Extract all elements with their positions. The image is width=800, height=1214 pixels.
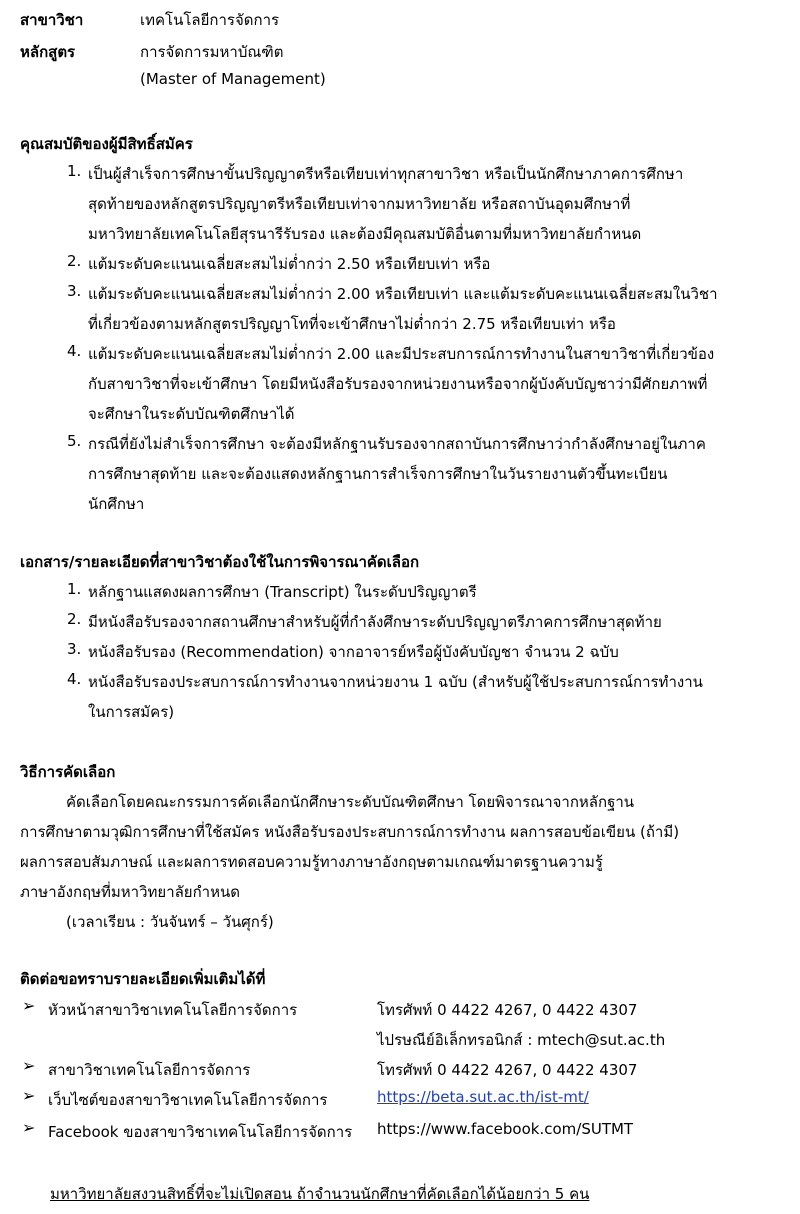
contact-website-label: เว็บไซต์ของสาขาวิชาเทคโนโลยีการจัดการ	[48, 1091, 328, 1109]
documents-heading: เอกสาร/รายละเอียดที่สาขาวิชาต้องใช้ในการพิจารณาคัดเลือก	[20, 553, 420, 571]
list-item-line: หนังสือรับรอง (Recommendation) จากอาจารย์หรือผู้บังคับบัญชา จำนวน 2 ฉบับ	[88, 643, 619, 661]
list-item-line: มหาวิทยาลัยเทคโนโลยีสุรนารีรับรอง และต้องมีคุณสมบัติอื่นตามที่มหาวิทยาลัยกำหนด	[88, 225, 642, 243]
list-item-number: 3.	[67, 282, 82, 300]
program-english-name: (Master of Management)	[140, 70, 326, 88]
arrow-bullet-icon: ➢	[22, 1086, 36, 1105]
list-item-number: 3.	[67, 640, 82, 658]
arrow-bullet-icon: ➢	[22, 1056, 36, 1075]
list-item-line: แต้มระดับคะแนนเฉลี่ยสะสมไม่ต่ำกว่า 2.50 หรือเทียบเท่า หรือ	[88, 255, 491, 273]
list-item-line: ในการสมัคร)	[88, 703, 175, 721]
list-item-line: ที่เกี่ยวข้องตามหลักสูตรปริญญาโทที่จะเข้าศึกษาไม่ต่ำกว่า 2.75 หรือเทียบเท่า หรือ	[88, 315, 616, 333]
list-item-line: นักศึกษา	[88, 495, 145, 513]
selection-heading: วิธีการคัดเลือก	[20, 763, 116, 781]
list-item-number: 2.	[67, 252, 82, 270]
program-value: การจัดการมหาบัณฑิต	[140, 43, 284, 61]
contact-facebook-label: Facebook ของสาขาวิชาเทคโนโลยีการจัดการ	[48, 1123, 353, 1141]
list-item-line: เป็นผู้สำเร็จการศึกษาขั้นปริญญาตรีหรือเทียบเท่าทุกสาขาวิชา หรือเป็นนักศึกษาภาคการศึกษา	[88, 165, 684, 183]
contact-head-email: ไปรษณีย์อิเล็กทรอนิกส์ : mtech@sut.ac.th	[377, 1031, 666, 1049]
list-item-number: 1.	[67, 580, 82, 598]
list-item-line: หลักฐานแสดงผลการศึกษา (Transcript) ในระดับปริญญาตรี	[88, 583, 477, 601]
list-item-line: กับสาขาวิชาที่จะเข้าศึกษา โดยมีหนังสือรับรองจากหน่วยงานหรือจากผู้บังคับบัญชาว่ามีศักยภาพที่	[88, 375, 708, 393]
list-item-line: แต้มระดับคะแนนเฉลี่ยสะสมไม่ต่ำกว่า 2.00 หรือเทียบเท่า และแต้มระดับคะแนนเฉลี่ยสะสมในวิชา	[88, 285, 718, 303]
list-item-line: มีหนังสือรับรองจากสถานศึกษาสำหรับผู้ที่กำลังศึกษาระดับปริญญาตรีภาคการศึกษาสุดท้าย	[88, 613, 662, 631]
class-schedule: (เวลาเรียน : วันจันทร์ – วันศุกร์)	[66, 913, 274, 931]
paragraph-line: คัดเลือกโดยคณะกรรมการคัดเลือกนักศึกษาระดับบัณฑิตศึกษา โดยพิจารณาจากหลักฐาน	[66, 793, 635, 811]
major-label: สาขาวิชา	[20, 11, 84, 29]
list-item-line: จะศึกษาในระดับบัณฑิตศึกษาได้	[88, 405, 295, 423]
arrow-bullet-icon: ➢	[22, 1118, 36, 1137]
paragraph-line: ภาษาอังกฤษที่มหาวิทยาลัยกำหนด	[20, 883, 240, 901]
facebook-url: https://www.facebook.com/SUTMT	[377, 1120, 634, 1138]
website-link[interactable]: https://beta.sut.ac.th/ist-mt/	[377, 1088, 589, 1106]
paragraph-line: การศึกษาตามวุฒิการศึกษาที่ใช้สมัคร หนังสือรับรองประสบการณ์การทำงาน ผลการสอบข้อเขียน (ถ้ามี)	[20, 823, 680, 841]
list-item-number: 1.	[67, 162, 82, 180]
major-value: เทคโนโลยีการจัดการ	[140, 11, 280, 29]
list-item-number: 2.	[67, 610, 82, 628]
list-item-line: หนังสือรับรองประสบการณ์การทำงานจากหน่วยงาน 1 ฉบับ (สำหรับผู้ใช้ประสบการณ์การทำงาน	[88, 673, 703, 691]
list-item-number: 4.	[67, 342, 82, 360]
qualifications-heading: คุณสมบัติของผู้มีสิทธิ์สมัคร	[20, 135, 193, 153]
contact-dept-phone: โทรศัพท์ 0 4422 4267, 0 4422 4307	[377, 1061, 638, 1079]
list-item-line: สุดท้ายของหลักสูตรปริญญาตรีหรือเทียบเท่าจากมหาวิทยาลัย หรือสถาบันอุดมศึกษาที่	[88, 195, 631, 213]
list-item-line: กรณีที่ยังไม่สำเร็จการศึกษา จะต้องมีหลักฐานรับรองจากสถาบันการศึกษาว่ากำลังศึกษาอยู่ในภาค	[88, 435, 706, 453]
contact-heading: ติดต่อขอทราบรายละเอียดเพิ่มเติมได้ที่	[20, 970, 266, 988]
arrow-bullet-icon: ➢	[22, 996, 36, 1015]
list-item-number: 5.	[67, 432, 82, 450]
contact-dept-label: สาขาวิชาเทคโนโลยีการจัดการ	[48, 1061, 251, 1079]
program-label: หลักสูตร	[20, 43, 76, 61]
contact-head-label: หัวหน้าสาขาวิชาเทคโนโลยีการจัดการ	[48, 1001, 298, 1019]
paragraph-line: ผลการสอบสัมภาษณ์ และผลการทดสอบความรู้ทางภาษาอังกฤษตามเกณฑ์มาตรฐานความรู้	[20, 853, 603, 871]
footer-note: มหาวิทยาลัยสงวนสิทธิ์ที่จะไม่เปิดสอน ถ้าจำนวนนักศึกษาที่คัดเลือกได้น้อยกว่า 5 คน	[50, 1185, 590, 1203]
list-item-line: แต้มระดับคะแนนเฉลี่ยสะสมไม่ต่ำกว่า 2.00 และมีประสบการณ์การทำงานในสาขาวิชาที่เกี่ยวข้อง	[88, 345, 715, 363]
list-item-number: 4.	[67, 670, 82, 688]
contact-head-phone: โทรศัพท์ 0 4422 4267, 0 4422 4307	[377, 1001, 638, 1019]
list-item-line: การศึกษาสุดท้าย และจะต้องแสดงหลักฐานการสำเร็จการศึกษาในวันรายงานตัวขึ้นทะเบียน	[88, 465, 668, 483]
